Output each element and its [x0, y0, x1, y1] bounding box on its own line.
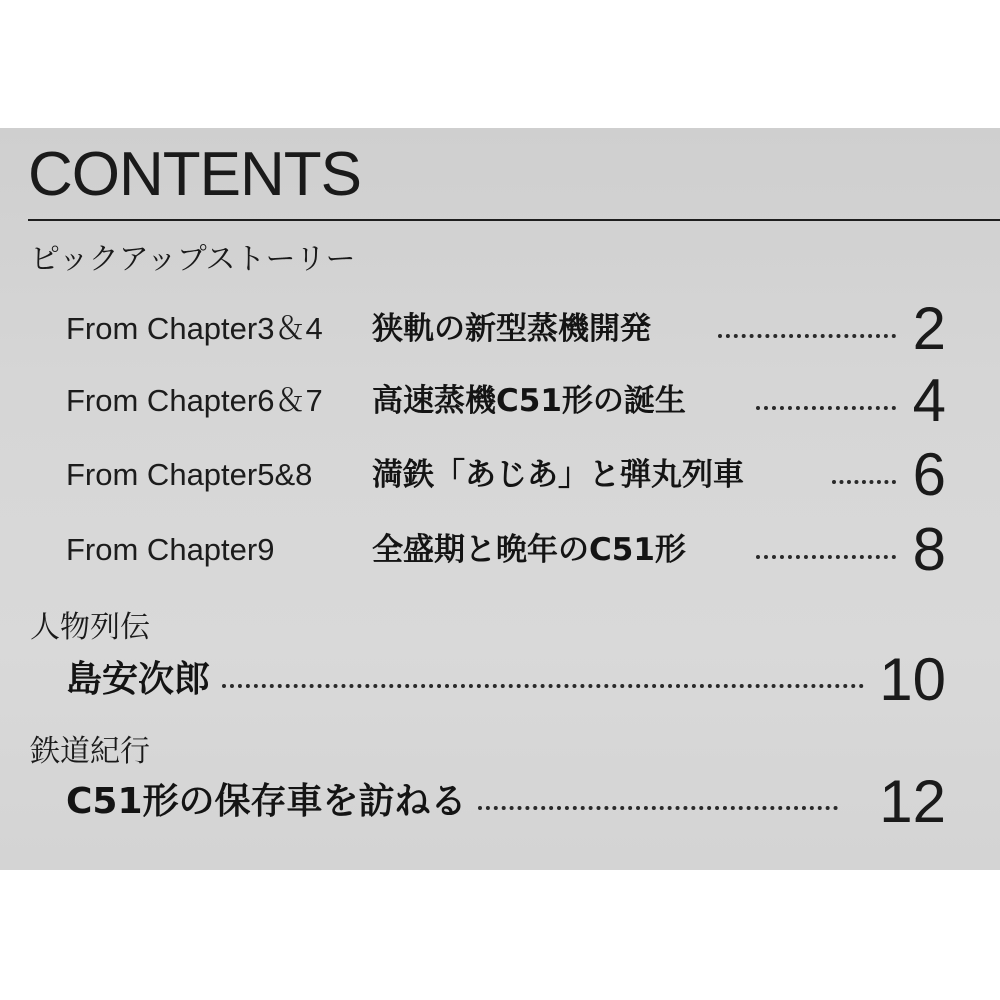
leader-dots	[222, 684, 864, 688]
entry-title: 満鉄「あじあ」と弾丸列車	[372, 457, 744, 493]
chapter-label: From Chapter9	[66, 532, 275, 567]
section-heading-travel: 鉄道紀行	[30, 734, 150, 769]
toc-row-4[interactable]	[0, 515, 1000, 585]
chapter-label: From Chapter5&8	[66, 457, 313, 492]
chapter-label: From Chapter6＆7	[66, 383, 323, 418]
page-number: 6	[912, 441, 946, 508]
chapter-label: From Chapter3＆4	[66, 311, 323, 346]
section-heading-people: 人物列伝	[30, 610, 150, 645]
page-number: 8	[912, 516, 946, 583]
entry-title: 狭軌の新型蒸機開発	[372, 311, 651, 347]
page-number: 12	[879, 768, 946, 835]
entry-title: 高速蒸機C51形の誕生	[372, 383, 686, 419]
toc-row-people[interactable]	[0, 640, 1000, 713]
page-number: 4	[912, 367, 946, 434]
title-rule	[28, 219, 1000, 221]
page-number: 2	[912, 295, 946, 362]
toc-row-2[interactable]	[0, 366, 1000, 436]
entry-title: 全盛期と晩年のC51形	[372, 532, 686, 568]
section-heading-pickup: ピックアップストーリー	[30, 242, 356, 277]
page-number: 10	[879, 646, 946, 713]
toc-row-1[interactable]	[0, 294, 1000, 364]
toc-row-travel[interactable]	[0, 762, 1000, 835]
entry-title: 島安次郎	[66, 659, 211, 700]
toc-row-3[interactable]	[0, 440, 1000, 510]
entry-title: C51形の保存車を訪ねる	[66, 781, 467, 822]
contents-title: CONTENTS	[28, 140, 361, 209]
leader-dots	[478, 806, 838, 810]
